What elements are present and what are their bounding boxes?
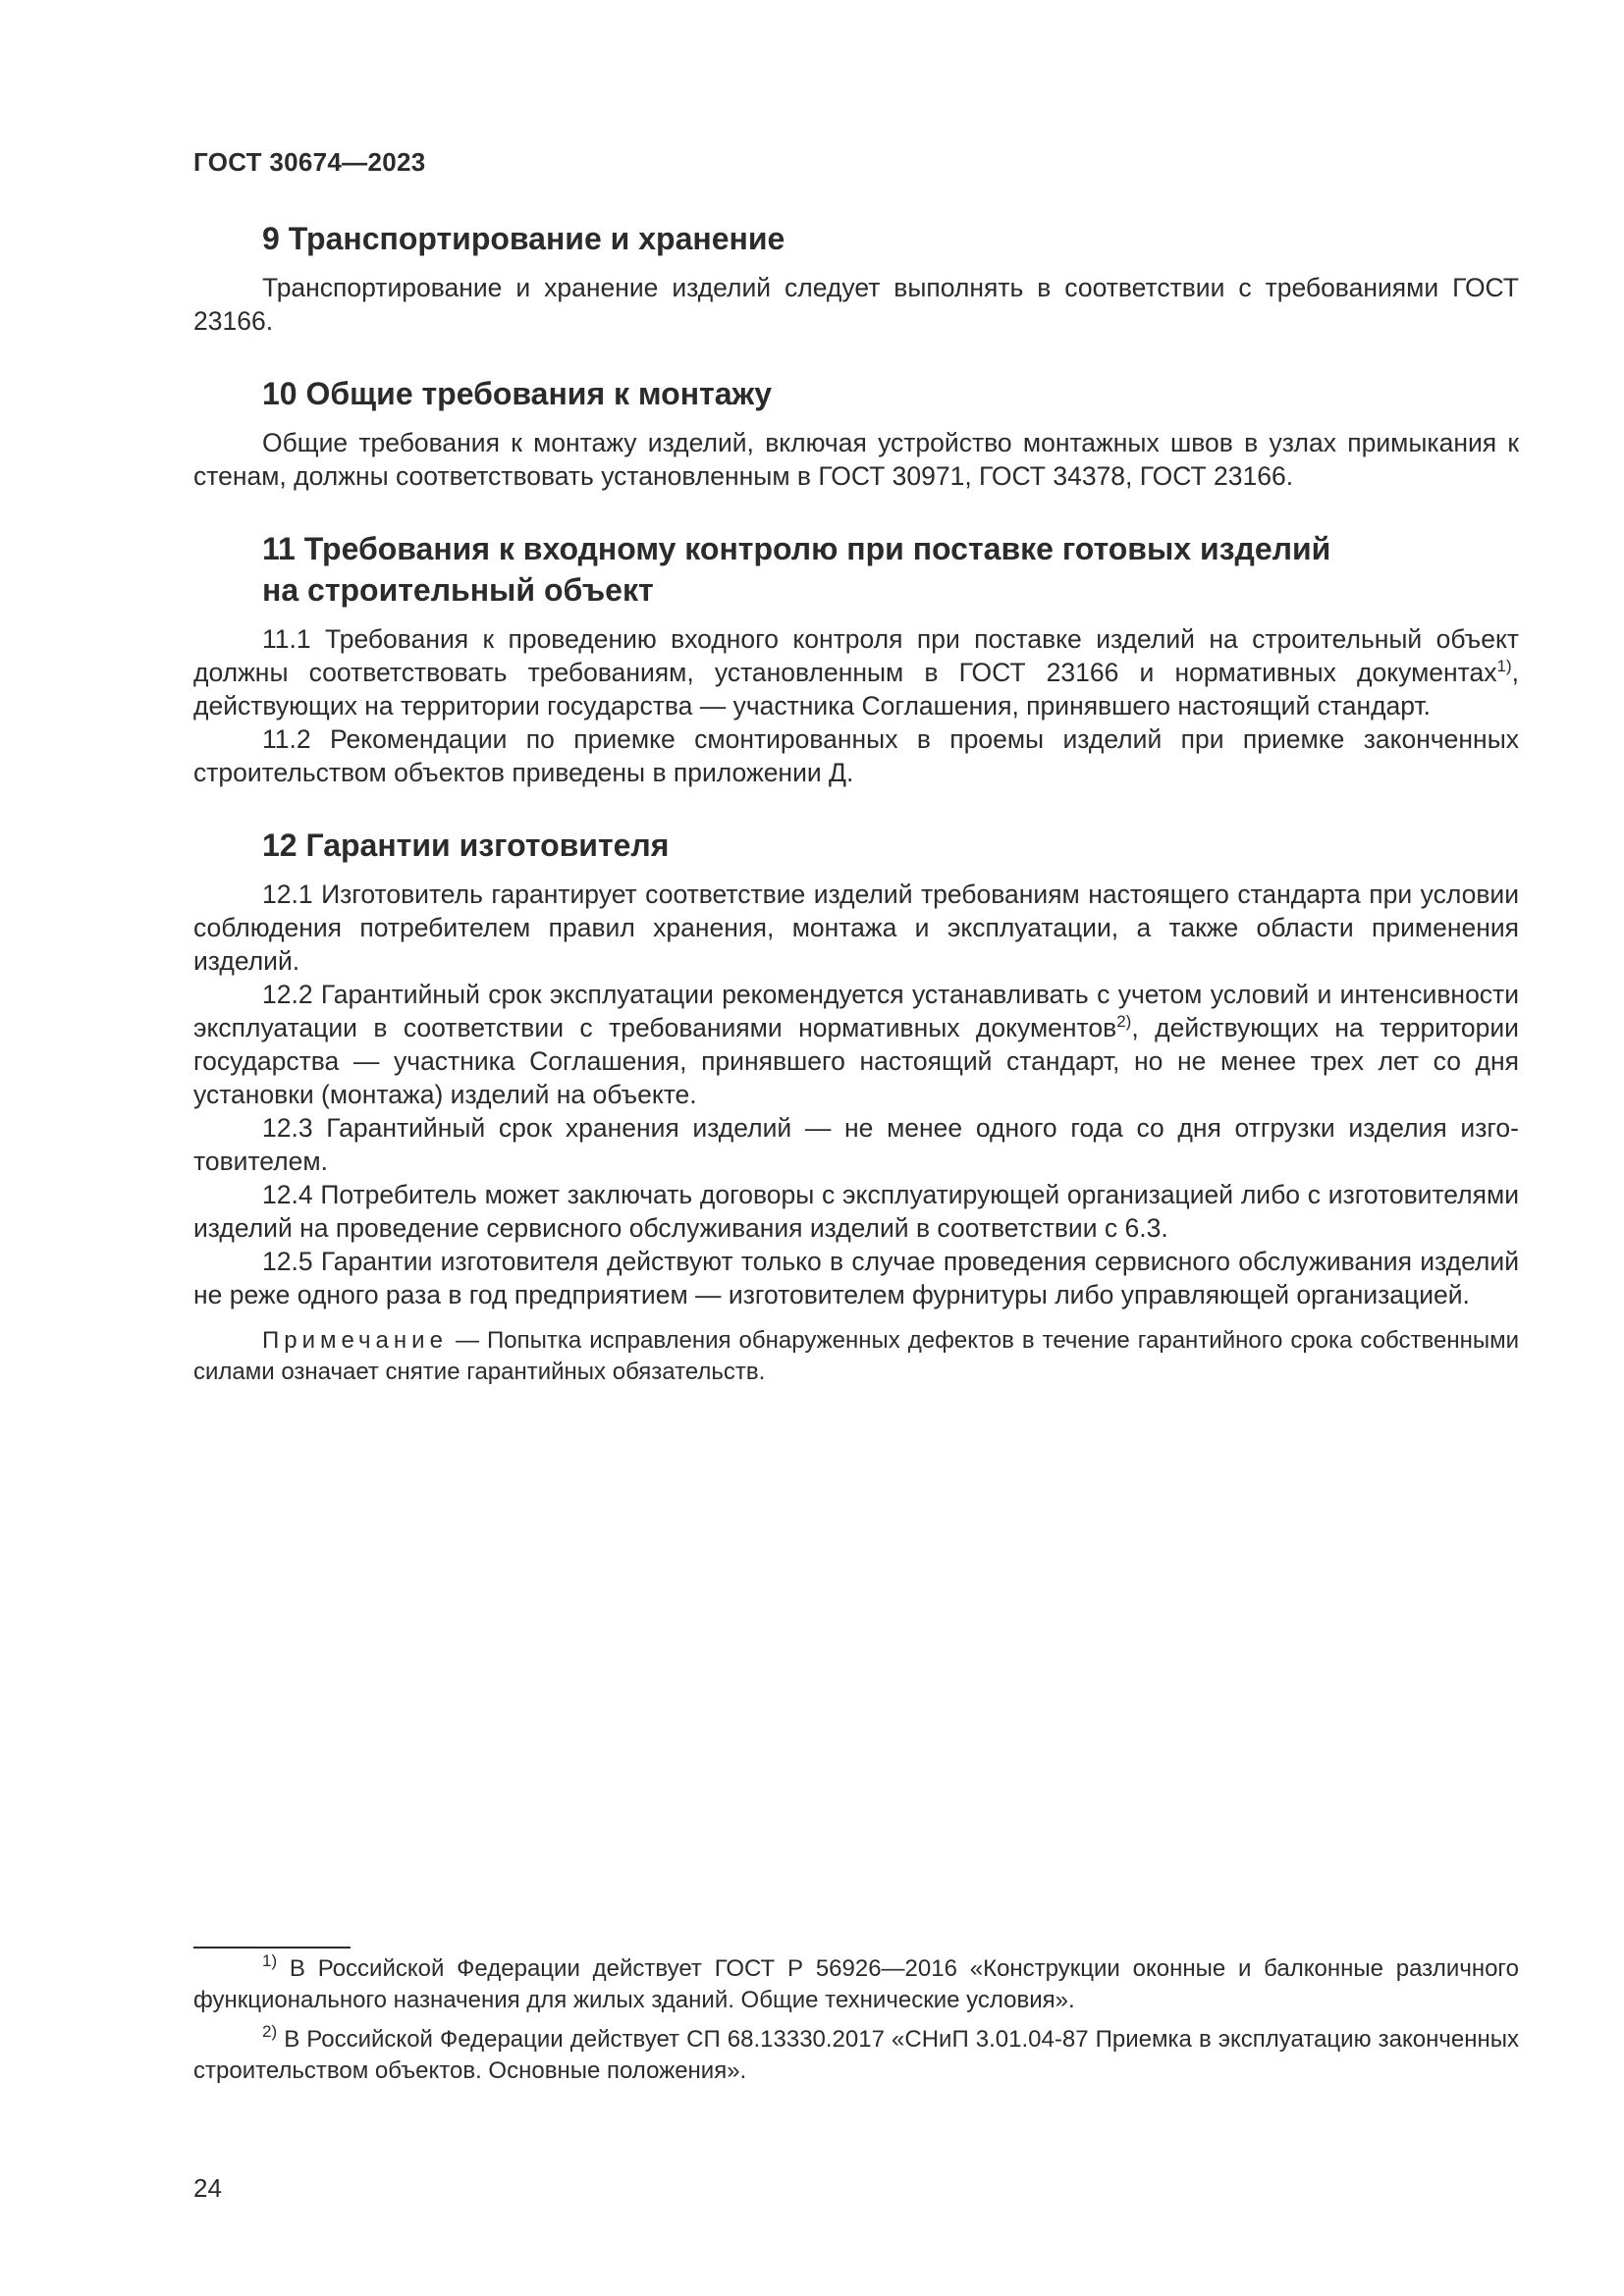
paragraph-11-2: 11.2 Рекомендации по приемке смонтированных в проемы изделий при приемке законченных строительством объектов приведены в приложении Д. xyxy=(193,724,1519,787)
footnote-divider xyxy=(193,1947,351,1949)
section-10-heading: 10 Общие требования к монтажу xyxy=(262,376,772,411)
section-9-heading: 9 Транспортирование и хранение xyxy=(262,221,785,256)
note xyxy=(193,1325,1519,1388)
section-10-paragraph: Общие требования к монтажу изделий, включая устройство монтажных швов в узлах примыкания к стенам, должны соответствовать установленным в ГОСТ 30971, ГОСТ 34378, ГОСТ 23166. xyxy=(193,428,1519,491)
paragraph-11-1-text-a: 11.1 Требования к проведению входного контроля при поставке изделий на строительный объект должны соответствовать требованиям, установленным в ГОСТ 23166 и нормативных документах xyxy=(193,624,1519,687)
document-header: ГОСТ 30674—2023 xyxy=(193,147,426,177)
footnote-ref-2: 2) xyxy=(1116,1012,1132,1031)
section-11-heading xyxy=(193,528,1519,611)
section-9-paragraph: Транспортирование и хранение изделий следует выполнять в соответствии с требованиями ГОСТ 23166. xyxy=(193,273,1519,336)
note-text: — Попытка исправления обнаруженных дефектов в течение гарантийного срока собственными силами означает снятие гарантийных обязательств. xyxy=(193,1327,1519,1385)
paragraph-12-5: 12.5 Гарантии изготовителя действуют только в случае проведения сервисного обслуживания изделий не реже одного раза в год предприятием — изготовителем фурнитуры либо управляющей организацией. xyxy=(193,1247,1519,1309)
footnotes xyxy=(193,1953,1519,2095)
footnote-ref-1: 1) xyxy=(1496,657,1512,675)
footnote-1 xyxy=(193,1953,1519,2016)
page-number: 24 xyxy=(193,2173,222,2203)
document-body xyxy=(193,218,1519,1388)
paragraph-11-1-text-b: , действующих на территории государства — участника Соглашения, принявшего настоящий стандарт. xyxy=(193,658,1519,721)
paragraph-11-1 xyxy=(193,622,1519,722)
section-12-heading: 12 Гарантии изготовителя xyxy=(262,828,670,863)
footnote-1-mark: 1) xyxy=(262,1951,278,1970)
paragraph-12-3: 12.3 Гарантийный срок хранения изделий — не менее одного года со дня отгрузки изделия изготовителем. xyxy=(193,1113,1519,1176)
section-11-heading-line1: 11 Требования к входному контролю при поставке готовых изделий xyxy=(262,531,1331,566)
footnote-1-text: В Российской Федерации действует ГОСТ Р 56926—2016 «Конструкции оконные и балконные различного функционального назначения для жилых зданий. Общие технические условия». xyxy=(193,1955,1519,2013)
paragraph-12-2-text-b: , действующих на территории государства — участника Соглашения, принявшего настоящий стандарт, но не менее трех лет со дня установки (монтажа) изделий на объекте. xyxy=(193,1013,1519,1109)
footnote-2 xyxy=(193,2024,1519,2087)
footnote-2-text: В Российской Федерации действует СП 68.13330.2017 «СНиП 3.01.04-87 Приемка в эксплуатацию законченных строительством объектов. Основные положения». xyxy=(193,2026,1519,2084)
footnote-2-mark: 2) xyxy=(262,2022,278,2041)
paragraph-12-1: 12.1 Изготовитель гарантирует соответствие изделий требованиям настоящего стандарта при условии соблюдения потребителем правил хранения, монтажа и эксплуатации, а также области применения изделий. xyxy=(193,880,1519,976)
note-label: Примечание xyxy=(262,1327,448,1354)
paragraph-12-2-text-a: 12.2 Гарантийный срок эксплуатации рекомендуется устанавливать с учетом условий и интенсивности эксплуатации в соответствии с требованиями нормативных документов xyxy=(193,980,1519,1042)
paragraph-12-4: 12.4 Потребитель может заключать договоры с эксплуатирующей организацией либо с изготовителями изделий на проведение сервисного обслуживания изделий в соответствии с 6.3. xyxy=(193,1180,1519,1243)
paragraph-12-2 xyxy=(193,978,1519,1111)
section-11-heading-line2: на строительный объект xyxy=(262,572,654,608)
